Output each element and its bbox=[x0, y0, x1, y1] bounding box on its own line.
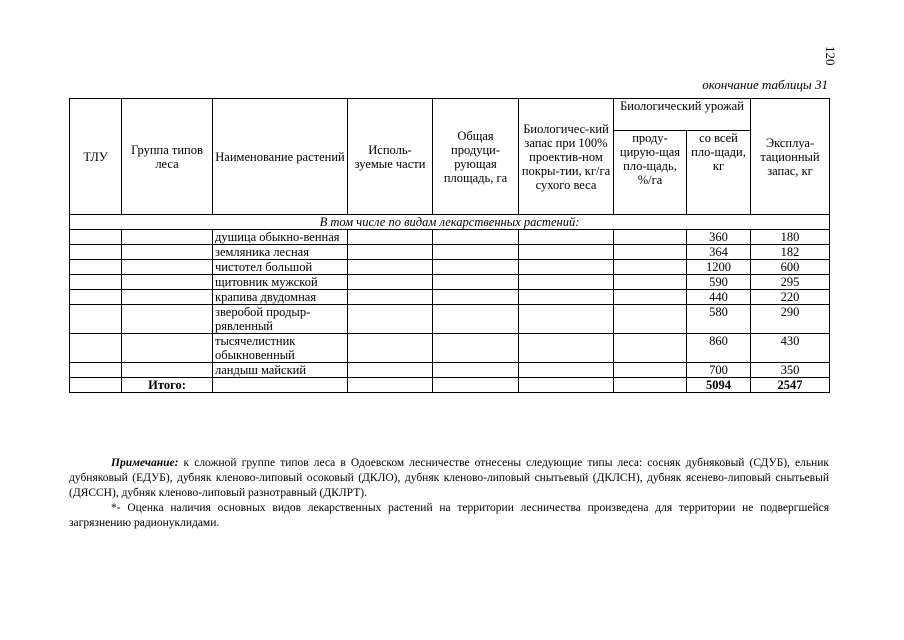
cell-producing-area bbox=[614, 245, 687, 260]
table-caption: окончание таблицы 31 bbox=[702, 77, 828, 92]
total-label: Итого: bbox=[122, 378, 213, 393]
table-row bbox=[70, 275, 830, 290]
header-used-parts: Исполь-зуемые части bbox=[348, 99, 433, 215]
total-exploitation-stock: 2547 bbox=[751, 378, 830, 393]
cell-plant-name: земляника лесная bbox=[213, 245, 348, 260]
cell-from-total-area: 860 bbox=[687, 334, 751, 363]
medicinal-plants-table bbox=[69, 98, 830, 393]
cell-tlu bbox=[70, 275, 122, 290]
table-row bbox=[70, 245, 830, 260]
header-exploitation-stock: Эксплуа-тационный запас, кг bbox=[751, 99, 830, 215]
cell-bio-stock bbox=[519, 245, 614, 260]
cell-producing-area bbox=[614, 260, 687, 275]
cell-forest-group bbox=[122, 305, 213, 334]
cell-used-parts bbox=[348, 275, 433, 290]
cell-plant-name: щитовник мужской bbox=[213, 275, 348, 290]
table-row bbox=[70, 260, 830, 275]
cell-from-total-area: 360 bbox=[687, 230, 751, 245]
cell-total-area bbox=[433, 245, 519, 260]
cell-forest-group bbox=[122, 290, 213, 305]
cell-used-parts bbox=[348, 290, 433, 305]
cell-tlu bbox=[70, 363, 122, 378]
cell-tlu bbox=[70, 305, 122, 334]
header-bio-yield: Биологический урожай bbox=[614, 99, 751, 131]
table-row bbox=[70, 363, 830, 378]
note-paragraph-1 bbox=[69, 456, 829, 501]
cell-bio-stock bbox=[519, 334, 614, 363]
cell-exploitation-stock: 290 bbox=[751, 305, 830, 334]
cell-plant-name: зверобой продыр-рявленный bbox=[213, 305, 348, 334]
note-paragraph-2: *- Оценка наличия основных видов лекарственных растений на территории лесничества произведена для территории не подвергшейся загрязнению радионуклидами. bbox=[69, 502, 829, 529]
note-label: Примечание: bbox=[111, 457, 179, 469]
header-bio-stock: Биологичес-кий запас при 100% проектив-ном покры-тии, кг/га сухого веса bbox=[519, 99, 614, 215]
cell-total-area bbox=[433, 305, 519, 334]
cell-producing-area bbox=[614, 334, 687, 363]
cell-tlu bbox=[70, 334, 122, 363]
cell-used-parts bbox=[348, 305, 433, 334]
cell-from-total-area: 580 bbox=[687, 305, 751, 334]
cell-total-area bbox=[433, 290, 519, 305]
cell-plant-name: тысячелистник обыкновенный bbox=[213, 334, 348, 363]
cell-plant-name bbox=[213, 378, 348, 393]
cell-bio-stock bbox=[519, 363, 614, 378]
cell-producing-area bbox=[614, 275, 687, 290]
cell-used-parts bbox=[348, 334, 433, 363]
table-subtitle: В том числе по видам лекарственных растений: bbox=[70, 215, 830, 230]
cell-tlu bbox=[70, 378, 122, 393]
table-row bbox=[70, 290, 830, 305]
cell-exploitation-stock: 295 bbox=[751, 275, 830, 290]
cell-bio-stock bbox=[519, 290, 614, 305]
cell-total-area bbox=[433, 378, 519, 393]
cell-bio-stock bbox=[519, 305, 614, 334]
cell-from-total-area: 700 bbox=[687, 363, 751, 378]
header-total-area: Общая продуци-рующая площадь, га bbox=[433, 99, 519, 215]
cell-forest-group bbox=[122, 245, 213, 260]
cell-from-total-area: 364 bbox=[687, 245, 751, 260]
cell-exploitation-stock: 600 bbox=[751, 260, 830, 275]
cell-total-area bbox=[433, 363, 519, 378]
cell-from-total-area: 440 bbox=[687, 290, 751, 305]
cell-producing-area bbox=[614, 290, 687, 305]
total-row bbox=[70, 378, 830, 393]
table-row bbox=[70, 230, 830, 245]
table-row bbox=[70, 305, 830, 334]
cell-total-area bbox=[433, 334, 519, 363]
header-from-total-area: со всей пло-щади, кг bbox=[687, 131, 751, 215]
cell-tlu bbox=[70, 245, 122, 260]
cell-bio-stock bbox=[519, 378, 614, 393]
cell-forest-group bbox=[122, 260, 213, 275]
cell-bio-stock bbox=[519, 230, 614, 245]
cell-total-area bbox=[433, 260, 519, 275]
page-number: 120 bbox=[823, 46, 838, 66]
cell-plant-name: ландыш майский bbox=[213, 363, 348, 378]
cell-used-parts bbox=[348, 378, 433, 393]
cell-producing-area bbox=[614, 363, 687, 378]
cell-forest-group bbox=[122, 334, 213, 363]
cell-total-area bbox=[433, 275, 519, 290]
header-forest-group: Группа типов леса bbox=[122, 99, 213, 215]
cell-used-parts bbox=[348, 230, 433, 245]
cell-forest-group bbox=[122, 275, 213, 290]
header-plant-name: Наименование растений bbox=[213, 99, 348, 215]
total-from-total-area: 5094 bbox=[687, 378, 751, 393]
cell-producing-area bbox=[614, 230, 687, 245]
header-producing-area: проду-цирую-щая пло-щадь, %/га bbox=[614, 131, 687, 215]
cell-exploitation-stock: 220 bbox=[751, 290, 830, 305]
cell-from-total-area: 1200 bbox=[687, 260, 751, 275]
cell-exploitation-stock: 350 bbox=[751, 363, 830, 378]
cell-tlu bbox=[70, 260, 122, 275]
cell-exploitation-stock: 430 bbox=[751, 334, 830, 363]
cell-total-area bbox=[433, 230, 519, 245]
cell-used-parts bbox=[348, 245, 433, 260]
cell-tlu bbox=[70, 230, 122, 245]
cell-plant-name: чистотел большой bbox=[213, 260, 348, 275]
cell-used-parts bbox=[348, 260, 433, 275]
cell-plant-name: душица обыкно-венная bbox=[213, 230, 348, 245]
cell-forest-group bbox=[122, 230, 213, 245]
cell-bio-stock bbox=[519, 260, 614, 275]
cell-exploitation-stock: 182 bbox=[751, 245, 830, 260]
cell-forest-group bbox=[122, 363, 213, 378]
note-text-1: к сложной группе типов леса в Одоевском лесничестве отнесены следующие типы леса: сосняк дубняковый (СДУБ), ельник дубняковый (ЕДУБ), дубняк кленово-липовый осоковый (ДКЛО), дубняк кленово-липовый снытьевый (ДКЛСН), дубняк ясенево-липовый снытьевый (ДЯССН), дубняк кленово-липовый разнотравный (ДКЛРТ). bbox=[69, 457, 829, 499]
cell-tlu bbox=[70, 290, 122, 305]
cell-from-total-area: 590 bbox=[687, 275, 751, 290]
cell-bio-stock bbox=[519, 275, 614, 290]
cell-producing-area bbox=[614, 378, 687, 393]
table-row bbox=[70, 334, 830, 363]
cell-exploitation-stock: 180 bbox=[751, 230, 830, 245]
cell-used-parts bbox=[348, 363, 433, 378]
cell-plant-name: крапива двудомная bbox=[213, 290, 348, 305]
notes-block bbox=[69, 456, 829, 531]
header-tlu: ТЛУ bbox=[70, 99, 122, 215]
cell-producing-area bbox=[614, 305, 687, 334]
